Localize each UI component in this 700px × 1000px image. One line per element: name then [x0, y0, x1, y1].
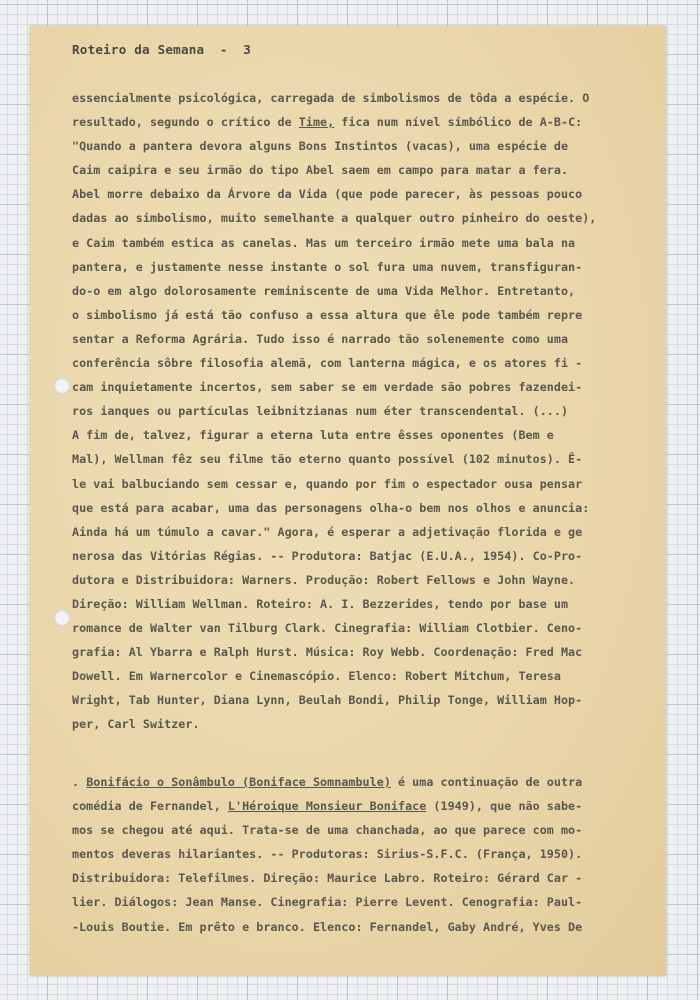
typewritten-page	[30, 26, 666, 976]
text-line	[72, 303, 652, 327]
text-line	[72, 688, 652, 712]
text-line	[72, 375, 652, 399]
line-text: dutora e Distribuidora: Warners. Produção: Robert Fellows e John Wayne.	[72, 572, 576, 587]
line-text: é uma continuação de outra	[390, 775, 583, 789]
line-text: A fim de, talvez, figurar a eterna luta entre êsses oponentes (Bem e	[72, 428, 554, 443]
page-header: Roteiro da Semana - 3	[72, 42, 251, 57]
line-text: Caim caipira e seu irmão do tipo Abel saem em campo para matar a fera.	[72, 163, 569, 178]
text-line	[72, 110, 652, 134]
line-text: comédia de Fernandel,	[72, 799, 228, 814]
line-text: -Louis Boutie. Em prêto e branco. Elenco: Fernandel, Gaby André, Yves De	[72, 919, 583, 934]
punch-hole-bottom	[54, 610, 70, 626]
film-review-paragraph	[72, 86, 652, 737]
text-line	[72, 423, 652, 447]
text-line	[72, 544, 652, 568]
line-text: Direção: William Wellman. Roteiro: A. I. Bezzerides, tendo por base um	[72, 596, 569, 611]
line-text: Dowell. Em Warnercolor e Cinemascópio. Elenco: Robert Mitchum, Teresa	[72, 669, 561, 684]
text-line	[72, 255, 652, 279]
line-text: .	[72, 775, 87, 789]
line-text: lier. Diálogos: Jean Manse. Cinegrafia: Pierre Levent. Cenografia: Paul-	[72, 895, 583, 910]
text-line	[72, 915, 652, 939]
text-line	[72, 86, 652, 110]
line-text: do-o em algo dolorosamente reminiscente de uma Vida Melhor. Entretanto,	[72, 283, 576, 298]
text-line	[72, 134, 652, 158]
line-text: essencialmente psicológica, carregada de simbolismos de tôda a espécie. O	[72, 91, 590, 105]
text-line	[72, 447, 652, 471]
line-text: o simbolismo já está tão confuso a essa altura que êle pode também repre	[72, 307, 583, 322]
text-line	[72, 182, 652, 206]
line-text: romance de Walter van Tilburg Clark. Cinegrafia: William Clotbier. Ceno-	[72, 621, 583, 636]
line-text: sentar a Reforma Agrária. Tudo isso é narrado tão solenemente como uma	[72, 331, 569, 346]
text-line	[72, 279, 652, 303]
film-review-paragraph-boniface	[72, 770, 652, 939]
text-line	[72, 890, 652, 914]
text-line	[72, 818, 652, 842]
line-text: nerosa das Vitórias Régias. -- Produtora: Batjac (E.U.A., 1954). Co-Pro-	[72, 548, 583, 563]
text-line	[72, 231, 652, 255]
text-line	[72, 592, 652, 616]
line-text: conferência sôbre filosofia alemã, com lanterna mágica, e os atores fi -	[72, 356, 583, 371]
line-text: Abel morre debaixo da Árvore da Vida (que pode parecer, às pessoas pouco	[72, 187, 583, 202]
punch-hole-top	[54, 378, 70, 394]
text-line	[72, 399, 652, 423]
line-text: le vai balbuciando sem cessar e, quando por fim o espectador ousa pensar	[72, 476, 583, 491]
text-line	[72, 770, 652, 794]
line-text: "Quando a pantera devora alguns Bons Instintos (vacas), uma espécie de	[72, 139, 569, 154]
text-line	[72, 158, 652, 182]
line-text: fica num nível simbólico de A-B-C:	[334, 115, 583, 130]
line-text: cam inquietamente incertos, sem saber se em verdade são pobres fazendei-	[72, 380, 583, 395]
line-text: pantera, e justamente nesse instante o sol fura uma nuvem, transfiguran-	[72, 259, 583, 274]
text-line	[72, 327, 652, 351]
text-line	[72, 794, 652, 818]
line-text: e Caim também estica as canelas. Mas um terceiro irmão mete uma bala na	[72, 235, 576, 250]
line-text: mentos deveras hilariantes. -- Produtoras: Sirius-S.F.C. (França, 1950).	[72, 847, 583, 862]
text-line	[72, 616, 652, 640]
line-text: per, Carl Switzer.	[72, 717, 200, 732]
text-line	[72, 640, 652, 664]
line-text: Mal), Wellman fêz seu filme tão eterno quanto possível (102 minutos). Ê-	[72, 452, 583, 467]
underlined-title: Time,	[298, 115, 335, 130]
line-text: que está para acabar, uma das personagens olha-o bem nos olhos e anuncia:	[72, 500, 590, 515]
text-line	[72, 520, 652, 544]
line-text: mos se chegou até aqui. Trata-se de uma chanchada, ao que parece com mo-	[72, 823, 583, 838]
text-line	[72, 568, 652, 592]
text-line	[72, 496, 652, 520]
line-text: dadas ao simbolismo, muito semelhante a qualquer outro pinheiro do oeste),	[72, 211, 597, 226]
line-text: grafia: Al Ybarra e Ralph Hurst. Música: Roy Webb. Coordenação: Fred Mac	[72, 645, 583, 660]
line-text: Distribuidora: Telefilmes. Direção: Maurice Labro. Roteiro: Gérard Car -	[72, 871, 583, 886]
text-line	[72, 472, 652, 496]
line-text: Wright, Tab Hunter, Diana Lynn, Beulah Bondi, Philip Tonge, William Hop-	[72, 693, 583, 708]
line-text: ros ianques ou partículas leibnitzianas num éter transcendental. (...)	[72, 404, 569, 419]
line-text: Ainda há um túmulo a cavar." Agora, é esperar a adjetivação florida e ge	[72, 524, 583, 539]
text-line	[72, 664, 652, 688]
text-line	[72, 866, 652, 890]
underlined-title: L'Héroique Monsieur Boniface	[227, 799, 427, 814]
line-text: resultado, segundo o crítico de	[72, 115, 299, 130]
text-line	[72, 351, 652, 375]
line-text: (1949), que não sabe-	[426, 799, 583, 814]
underlined-title: Bonifácio o Sonâmbulo (Boniface Somnambule)	[86, 775, 391, 789]
text-line	[72, 206, 652, 230]
text-line	[72, 842, 652, 866]
text-line	[72, 712, 652, 736]
